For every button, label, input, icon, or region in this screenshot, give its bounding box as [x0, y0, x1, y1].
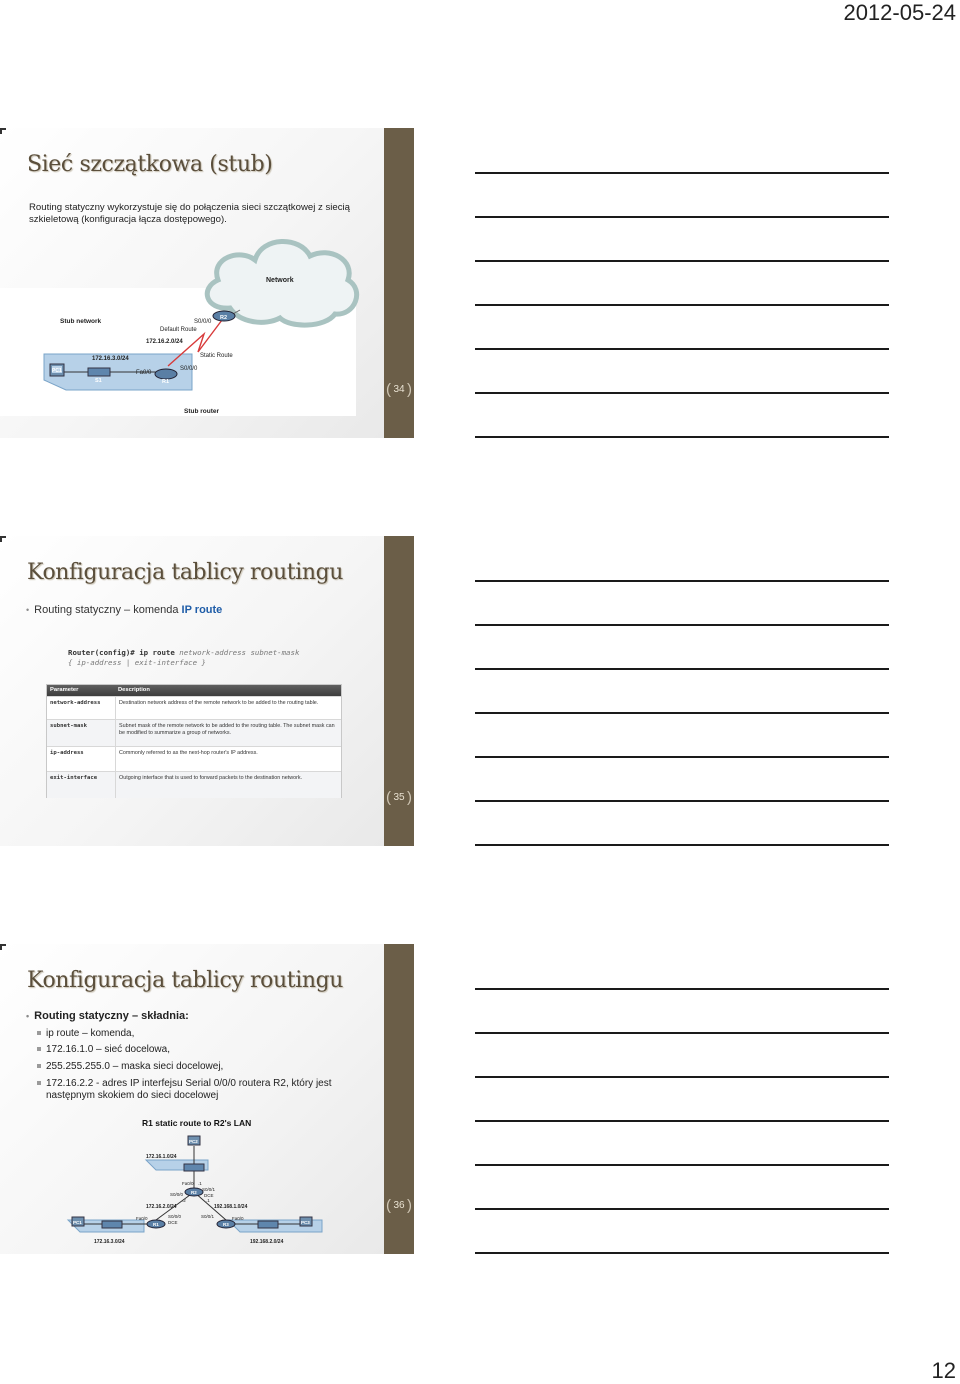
bullet-item: • Routing statyczny – komenda IP route	[26, 604, 223, 616]
slide-title: Konfiguracja tablicy routingu	[27, 560, 344, 585]
s000-bottom-label: S0/0/0	[180, 366, 198, 372]
r1-label: R1	[153, 1222, 159, 1227]
keyword-ip-route: IP route	[181, 604, 223, 616]
net-172-16-3-label: 172.16.3.0/24	[92, 356, 129, 362]
table-row: ip-address Commonly referred to as the next-hop router's IP address.	[47, 746, 341, 771]
r3-label: R3	[223, 1222, 229, 1227]
list-item: 255.255.255.0 – maska sieci docelowej,	[46, 1061, 362, 1073]
slide-number: ( 35 )	[384, 792, 414, 803]
page-date: 2012-05-24	[843, 0, 956, 25]
r2-label: R2	[220, 315, 228, 321]
pc3-label: PC3	[301, 1220, 310, 1225]
command-syntax: Router(config)# ip route network-address subnet-mask { ip-address | exit-interface }	[68, 648, 300, 667]
pc1-label: PC1	[73, 1220, 82, 1225]
static-route-label: Static Route	[200, 353, 233, 359]
list-item: 172.16.2.2 - adres IP interfejsu Serial 0/0/0 routera R2, który jest następnym skokiem do sieci docelowej	[46, 1078, 362, 1102]
net-192-168-2-label: 192.168.2.0/24	[250, 1239, 284, 1245]
one-label: .1	[206, 1198, 210, 1203]
net-172-16-1-label: 172.16.1.0/24	[146, 1154, 177, 1160]
pc2-label: PC2	[189, 1139, 198, 1144]
slide-35	[0, 536, 414, 846]
stub-network-label: Stub network	[60, 318, 102, 325]
fa00-label: Fa0/0	[136, 370, 152, 376]
network-label: Network	[266, 277, 294, 284]
slide-text: Routing statyczny wykorzystuje się do połączenia sieci szczątkowej z siecią szkieletową (konfiguracja łącza dostępowego).	[29, 202, 350, 225]
fa00-r2-label: Fa0/0	[182, 1181, 194, 1186]
table-header: Parameter Description	[47, 685, 341, 696]
s1-label: S1	[95, 378, 102, 384]
parameter-table	[46, 684, 342, 798]
s001-r2-label: S0/0/1	[202, 1187, 216, 1192]
two-label: .2	[182, 1198, 186, 1203]
fa00-r3-label: Fa0/0	[232, 1216, 244, 1221]
slide-36	[0, 944, 414, 1254]
slide-34	[0, 128, 414, 438]
net-172-16-3-label: 172.16.3.0/24	[94, 1239, 125, 1245]
list-item: 172.16.1.0 – sieć docelowa,	[46, 1044, 362, 1056]
slide-number: ( 34 )	[384, 384, 414, 395]
bullet-item: • Routing statyczny – składnia:	[26, 1010, 189, 1022]
s000-r1-label: S0/0/0	[168, 1214, 182, 1219]
one-label: .1	[198, 1181, 202, 1186]
net-172-16-2-label: 172.16.2.0/24	[146, 1204, 177, 1210]
s001-r3-label: S0/0/1	[201, 1214, 215, 1219]
default-route-label: Default Route	[160, 327, 197, 333]
list-item: ip route – komenda,	[46, 1028, 362, 1040]
diagram-title: R1 static route to R2's LAN	[142, 1118, 252, 1128]
page-number: 12	[931, 1358, 956, 1383]
dce-r1-label: DCE	[168, 1220, 178, 1225]
switch-icon	[88, 368, 110, 376]
table-row: subnet-mask Subnet mask of the remote network to be added to the routing table. The subnet mask can be modified to summarize a group of networks.	[47, 719, 341, 746]
net-172-16-2-label: 172.16.2.0/24	[146, 339, 183, 345]
s000-r2-label: S0/0/0	[170, 1192, 184, 1197]
table-row: network-address Destination network address of the remote network to be added to the routing table.	[47, 696, 341, 719]
r2-label: R2	[191, 1190, 197, 1195]
slide-title: Konfiguracja tablicy routingu	[27, 968, 344, 993]
r1-label: R1	[162, 379, 170, 385]
slide-number: ( 36 )	[384, 1200, 414, 1211]
stub-router-label: Stub router	[184, 408, 220, 415]
static-route-diagram	[60, 1130, 350, 1254]
pc1-label: PC1	[52, 368, 62, 374]
slide-title: Sieć szczątkowa (stub)	[27, 152, 273, 177]
stub-network-diagram	[0, 228, 384, 418]
dce-r2-label: DCE	[204, 1193, 214, 1198]
fa00-r1-label: Fa0/0	[136, 1216, 148, 1221]
net-192-168-1-label: 192.168.1.0/24	[214, 1204, 248, 1210]
s000-top-label: S0/0/0	[194, 319, 212, 325]
table-row: exit-interface Outgoing interface that is used to forward packets to the destination network.	[47, 771, 341, 798]
